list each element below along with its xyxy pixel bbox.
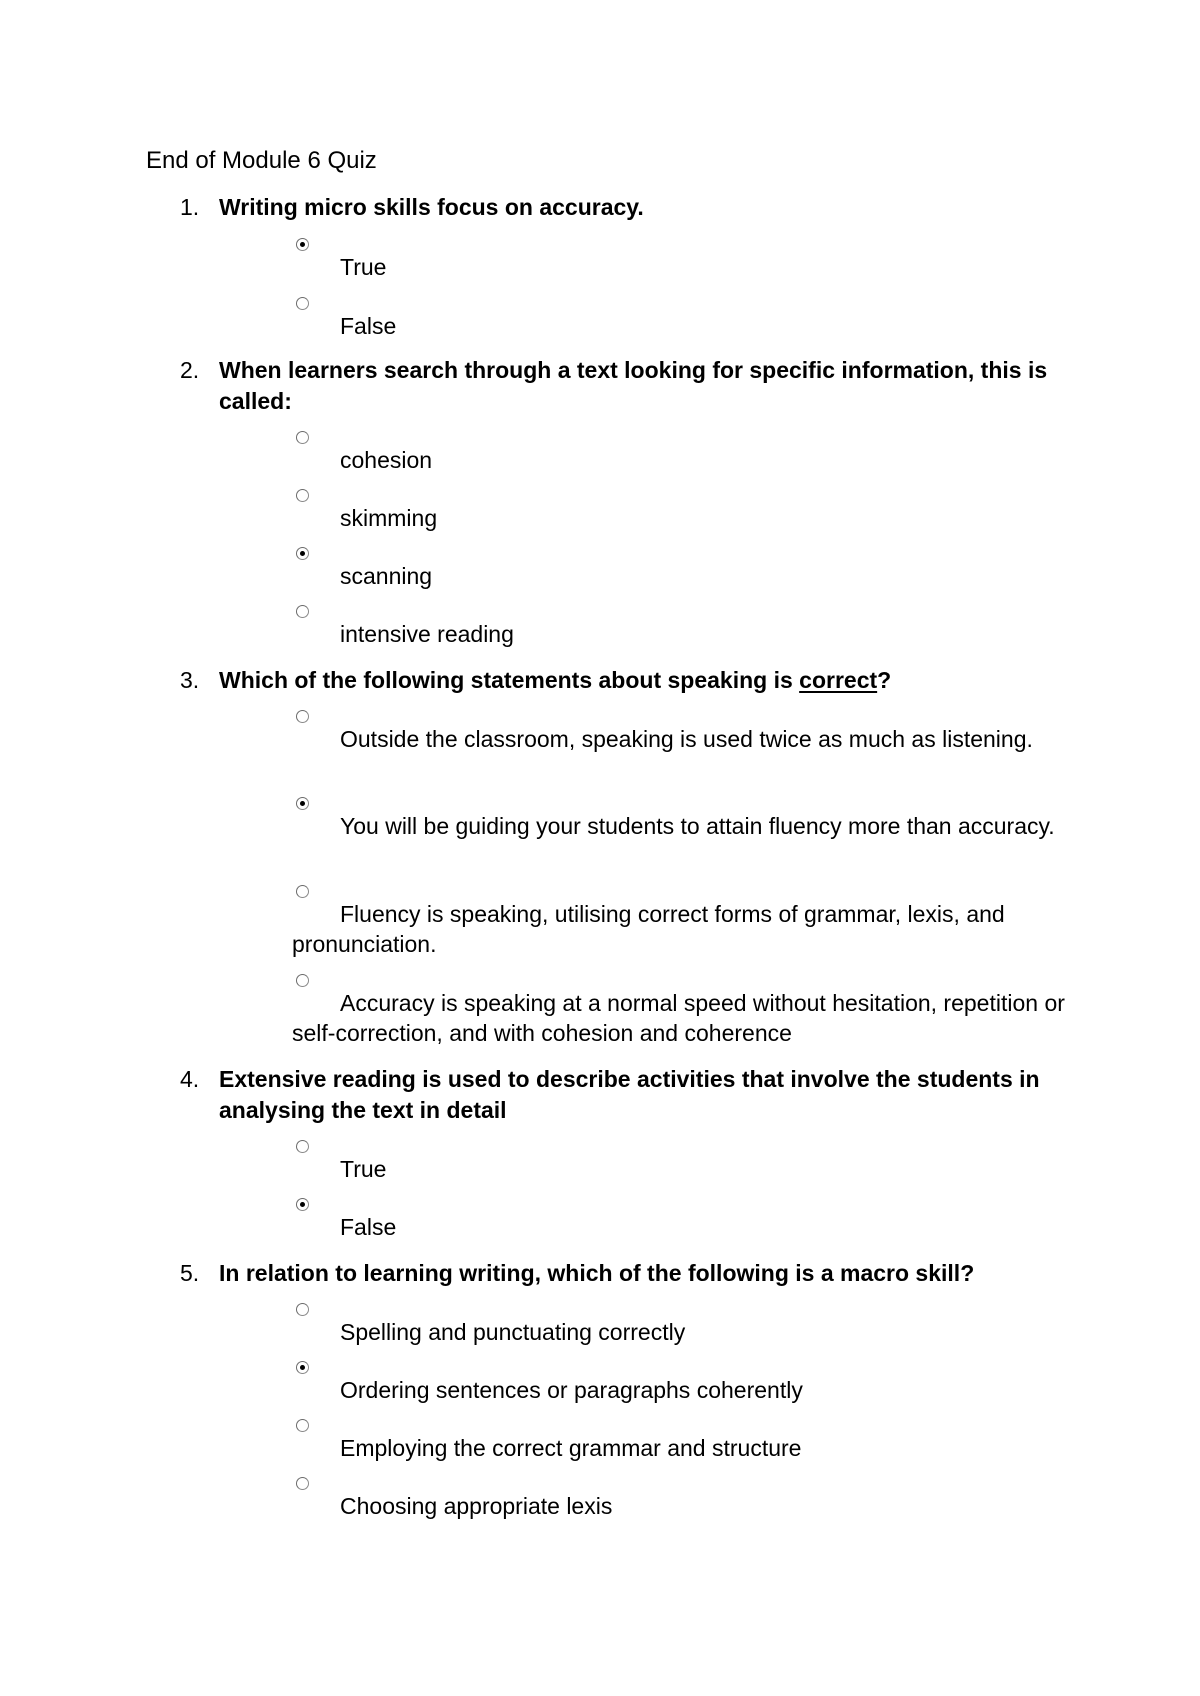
option-label: You will be guiding your students to attain fluency more than accuracy.	[340, 813, 1055, 839]
question-3-option-d[interactable]	[292, 988, 1092, 1048]
option-label: scanning	[340, 563, 433, 589]
option-label: intensive reading	[340, 621, 514, 647]
question-1-option-false[interactable]	[292, 311, 1092, 341]
option-label: True	[340, 1156, 387, 1182]
radio-button[interactable]	[296, 1140, 309, 1153]
radio-button[interactable]	[296, 547, 309, 560]
question-5-option-b[interactable]	[292, 1375, 1092, 1405]
question-text-emphasis: correct	[799, 667, 878, 693]
radio-button[interactable]	[296, 297, 309, 310]
option-label: Fluency is speaking, utilising correct forms of grammar, lexis, and pronunciation.	[292, 901, 1005, 957]
question-5-option-d[interactable]	[292, 1491, 1092, 1521]
question-2-option-cohesion[interactable]	[292, 445, 1092, 475]
radio-button[interactable]	[296, 974, 309, 987]
question-number: 2.	[180, 357, 200, 383]
question-2-option-intensive-reading[interactable]	[292, 619, 1092, 649]
option-label: Ordering sentences or paragraphs coherently	[340, 1377, 803, 1403]
question-4-option-true[interactable]	[292, 1154, 1092, 1184]
question-text	[219, 665, 1069, 696]
question-text: Writing micro skills focus on accuracy.	[219, 194, 644, 220]
question-number: 1.	[180, 194, 200, 220]
document-title: End of Module 6 Quiz	[146, 147, 377, 174]
question-number: 5.	[180, 1260, 200, 1286]
radio-button[interactable]	[296, 710, 309, 723]
question-3-option-a[interactable]	[292, 724, 1092, 754]
question-5-option-a[interactable]	[292, 1317, 1092, 1347]
radio-button[interactable]	[296, 605, 309, 618]
question-5-option-c[interactable]	[292, 1433, 1092, 1463]
radio-button[interactable]	[296, 885, 309, 898]
option-label: False	[340, 1214, 397, 1240]
option-label: cohesion	[340, 447, 433, 473]
radio-button[interactable]	[296, 797, 309, 810]
radio-button[interactable]	[296, 431, 309, 444]
question-2-option-skimming[interactable]	[292, 503, 1092, 533]
option-label: Accuracy is speaking at a normal speed without hesitation, repetition or self-correction, and with cohesion and coherence	[292, 990, 1065, 1046]
option-label: Choosing appropriate lexis	[340, 1493, 613, 1519]
option-label: False	[340, 313, 397, 339]
question-3-option-b[interactable]	[292, 811, 1092, 841]
question-number: 4.	[180, 1066, 200, 1092]
radio-button[interactable]	[296, 238, 309, 251]
option-label: True	[340, 254, 387, 280]
question-4-option-false[interactable]	[292, 1212, 1092, 1242]
question-text-end: ?	[877, 667, 892, 693]
question-text: In relation to learning writing, which of the following is a macro skill?	[219, 1260, 975, 1286]
question-text-start: Which of the following statements about speaking is	[219, 667, 800, 693]
radio-button[interactable]	[296, 489, 309, 502]
option-label: Outside the classroom, speaking is used twice as much as listening.	[340, 726, 1033, 752]
radio-button[interactable]	[296, 1198, 309, 1211]
radio-button[interactable]	[296, 1361, 309, 1374]
question-text: When learners search through a text looking for specific information, this is called:	[219, 357, 1048, 414]
option-label: Spelling and punctuating correctly	[340, 1319, 686, 1345]
radio-button[interactable]	[296, 1303, 309, 1316]
option-label: skimming	[340, 505, 438, 531]
question-number: 3.	[180, 667, 200, 693]
radio-button[interactable]	[296, 1477, 309, 1490]
question-2-option-scanning[interactable]	[292, 561, 1092, 591]
question-text: Extensive reading is used to describe activities that involve the students in analysing the text in detail	[219, 1066, 1040, 1123]
radio-button[interactable]	[296, 1419, 309, 1432]
option-label: Employing the correct grammar and structure	[340, 1435, 802, 1461]
question-3-option-c[interactable]	[292, 899, 1092, 959]
question-1-option-true[interactable]	[292, 252, 1092, 282]
